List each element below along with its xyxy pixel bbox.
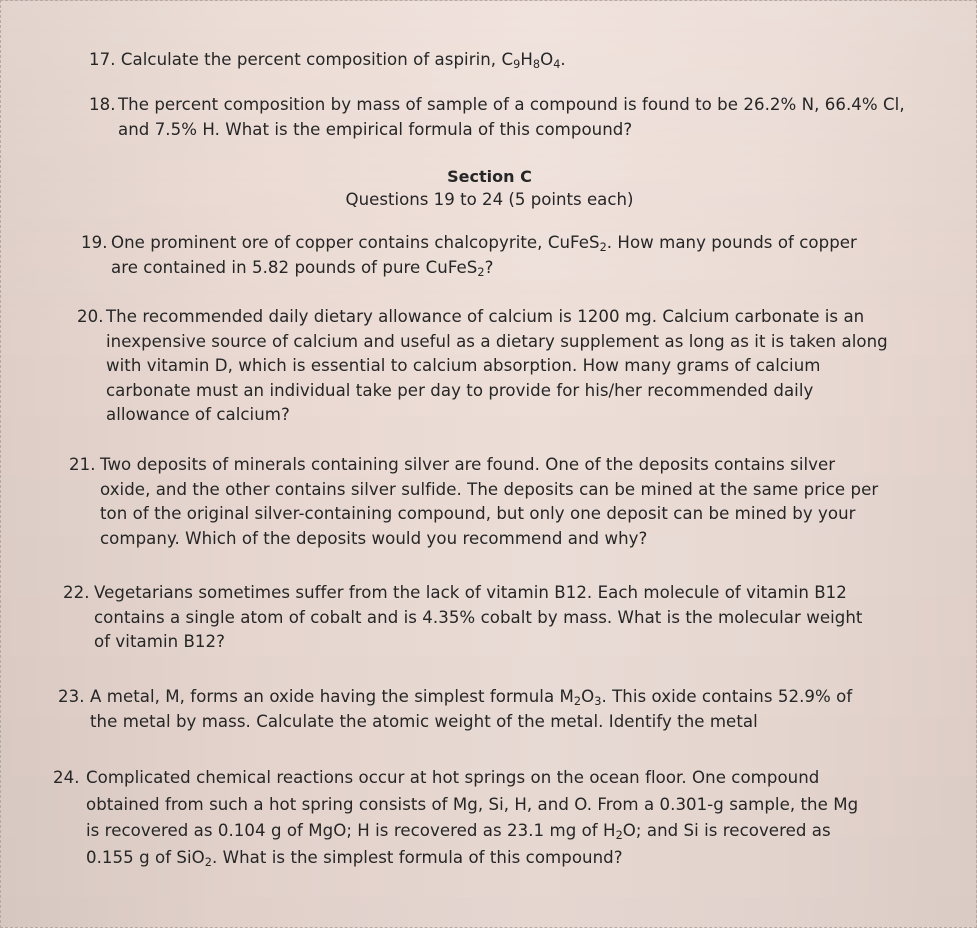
question-line: carbonate must an individual take per day to provide for his/her recommended daily [106,380,814,400]
question-line: Complicated chemical reactions occur at hot springs on the ocean floor. One compound [86,768,820,787]
question-line: inexpensive source of calcium and useful as a dietary supplement as long as it is taken along [106,331,888,351]
section-subtitle: Questions 19 to 24 (5 points each) [345,190,634,209]
question-number: 24. [53,768,80,787]
question-21 [69,453,921,551]
question-number: 19. [81,233,108,252]
question-line: 0.155 g of SiO$_2$. What is the simplest formula of this compound? [86,847,623,869]
section-title: Section C [447,167,532,186]
question-23 [58,685,938,734]
question-20 [77,305,913,428]
question-line: company. Which of the deposits would you recommend and why? [100,528,648,548]
question-number: 17. [89,50,116,69]
question-text: Calculate the percent composition of aspirin, $C_9H_8O_4$. [120,50,566,71]
question-line: and 7.5% H. What is the empirical formula of this compound? [118,119,633,139]
question-19 [81,231,911,280]
question-line: with vitamin D, which is essential to calcium absorption. How many grams of calcium [106,356,821,375]
question-17 [89,48,809,73]
question-line: A metal, M, forms an oxide having the simplest formula $M_2O_3$. This oxide contains 52.9% of [90,687,853,708]
question-number: 23. [58,687,85,706]
question-line: ton of the original silver-containing compound, but only one deposit can be mined by your [100,504,856,523]
question-18 [89,93,909,142]
section-heading [1,165,977,211]
question-line: are contained in 5.82 pounds of pure CuFeS$_2$? [111,257,494,279]
question-line: of vitamin B12? [94,632,225,651]
question-line: The percent composition by mass of sample of a compound is found to be 26.2% N, 66.4% Cl, [118,95,905,114]
question-number: 20. [77,307,104,326]
question-line: obtained from such a hot spring consists of Mg, Si, H, and O. From a 0.301-g sample, the Mg [86,794,859,814]
question-line: Vegetarians sometimes suffer from the lack of vitamin B12. Each molecule of vitamin B12 [94,583,847,602]
question-number: 22. [63,583,90,602]
question-24 [53,765,943,871]
question-line: Two deposits of minerals containing silver are found. One of the deposits contains silver [100,455,836,474]
question-line: One prominent ore of copper contains chalcopyrite, CuFeS$_2$. How many pounds of copper [111,233,857,254]
question-line: the metal by mass. Calculate the atomic weight of the metal. Identify the metal [90,711,758,731]
question-number: 18. [89,95,116,114]
question-line: is recovered as 0.104 g of MgO; H is recovered as 23.1 mg of $H_2O$; and Si is recovered as [86,821,831,842]
question-line: The recommended daily dietary allowance of calcium is 1200 mg. Calcium carbonate is an [106,307,865,326]
question-22 [63,581,929,655]
question-number: 21. [69,455,96,474]
question-line: oxide, and the other contains silver sulfide. The deposits can be mined at the same price per [100,479,879,499]
question-line: allowance of calcium? [106,405,290,424]
question-line: contains a single atom of cobalt and is 4.35% cobalt by mass. What is the molecular weight [94,607,863,627]
